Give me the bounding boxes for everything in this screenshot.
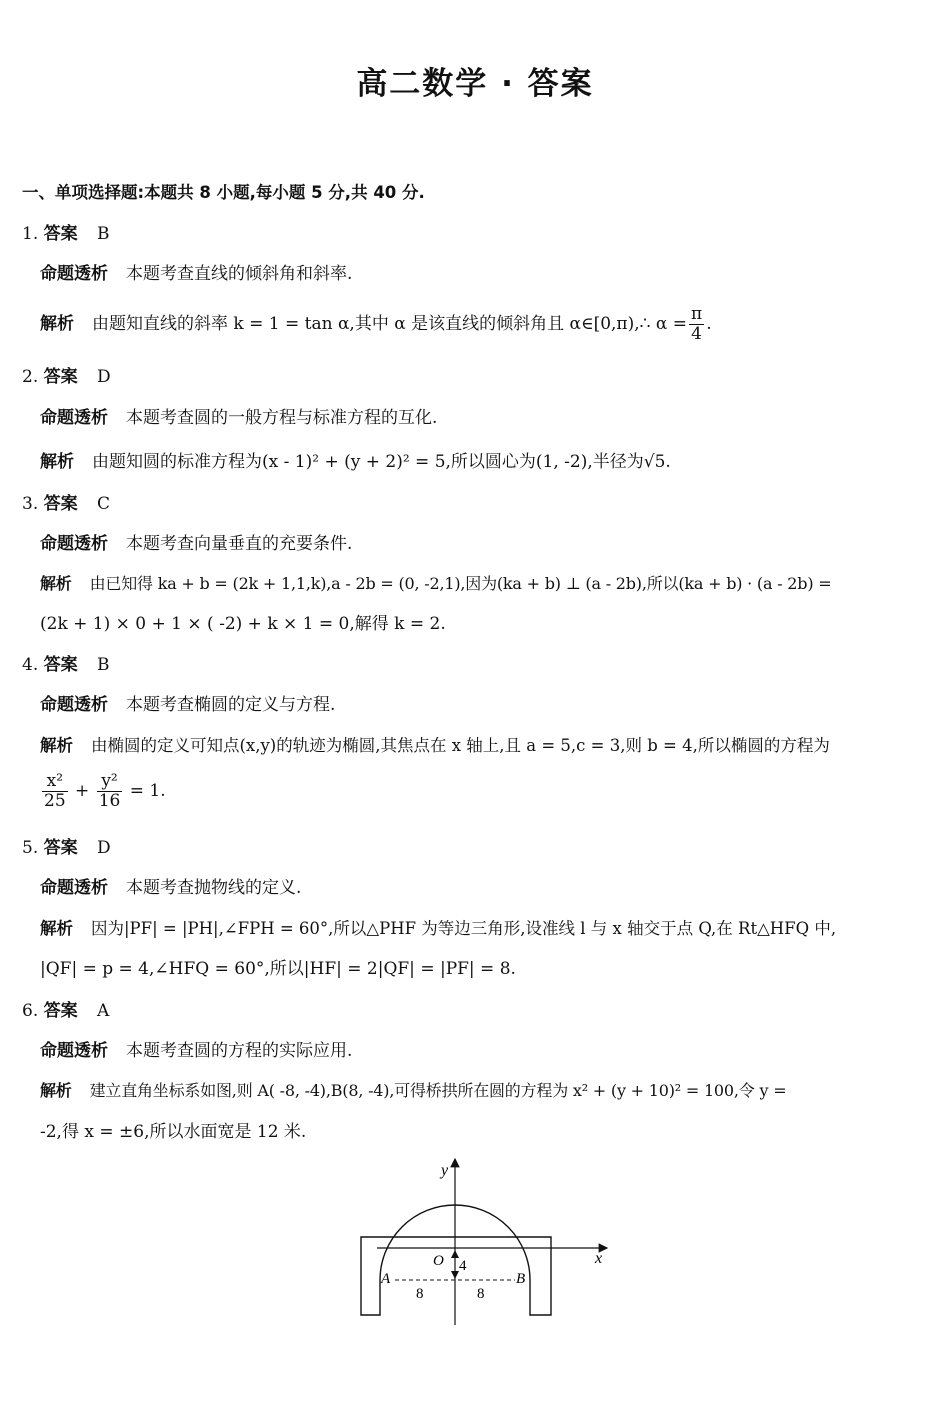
- q4-answer-line: [22, 654, 110, 676]
- point-a-label: A: [381, 1271, 391, 1287]
- q6-analysis-1: 建立直角坐标系如图,则 A( -8, -4),B(8, -4),可得桥拱所在圆的方程为 x² + (y + 10)² = 100,令 y =: [89, 1081, 787, 1100]
- q4-frac1-num: x²: [42, 772, 68, 792]
- q3-number: 3.: [22, 494, 39, 514]
- q1-answer-line: [22, 223, 110, 245]
- section-heading: 一、单项选择题:本题共 8 小题,每小题 5 分,共 40 分.: [22, 183, 425, 202]
- q4-frac2-num: y²: [97, 772, 123, 792]
- q5-answer: D: [97, 838, 111, 858]
- q4-ellipse-equation: [40, 772, 166, 811]
- q2-analysis-line: [40, 451, 671, 473]
- bridge-outline: [361, 1205, 551, 1315]
- intent-label: 命题透析: [40, 695, 108, 715]
- bridge-arch-figure: [355, 1155, 615, 1330]
- q4-frac1-den: 25: [44, 791, 66, 811]
- q4-frac-2: [97, 772, 123, 811]
- intent-label: 命题透析: [40, 878, 108, 898]
- q6-number: 6.: [22, 1001, 39, 1021]
- answer-label: 答案: [43, 838, 78, 858]
- y-axis-label: y: [441, 1162, 449, 1179]
- q4-tail: = 1.: [129, 781, 166, 801]
- analysis-label: 解析: [40, 314, 74, 334]
- q6-answer-line: [22, 1000, 109, 1022]
- answer-label: 答案: [43, 224, 78, 244]
- q4-intent: 本题考查椭圆的定义与方程.: [126, 695, 336, 715]
- q3-analysis-1: 由已知得 ka + b = (2k + 1,1,k),a - 2b = (0, -2,1),因为(ka + b) ⊥ (a - 2b),所以(ka + b) · (a - 2b) =: [89, 574, 832, 593]
- answer-label: 答案: [43, 367, 78, 387]
- q2-answer-line: [22, 366, 111, 388]
- point-b-label: B: [516, 1271, 526, 1287]
- height-label: 4: [459, 1258, 467, 1274]
- q1-analysis-line: [40, 305, 712, 344]
- q1-frac-num: π: [691, 304, 703, 324]
- q2-intent-line: [40, 407, 437, 429]
- q6-analysis-line: [40, 1080, 786, 1102]
- q1-answer: B: [97, 224, 110, 244]
- q3-answer-line: [22, 493, 110, 515]
- q1-number: 1.: [22, 224, 39, 244]
- analysis-label: 解析: [40, 736, 73, 755]
- q3-analysis-cont: (2k + 1) × 0 + 1 × ( -2) + k × 1 = 0,解得 k = 2.: [40, 614, 446, 634]
- q3-answer: C: [97, 494, 111, 514]
- intent-label: 命题透析: [40, 264, 108, 284]
- q5-intent: 本题考查抛物线的定义.: [126, 878, 302, 898]
- q2-number: 2.: [22, 367, 39, 387]
- analysis-label: 解析: [40, 452, 74, 472]
- q4-frac-1: [42, 772, 68, 811]
- q1-fraction: [689, 305, 704, 344]
- origin-label: O: [433, 1253, 444, 1269]
- q1-frac-den: 4: [691, 324, 702, 344]
- q6-answer: A: [97, 1001, 110, 1021]
- q5-intent-line: [40, 877, 301, 899]
- q5-analysis-cont: |QF| = p = 4,∠HFQ = 60°,所以|HF| = 2|QF| = |PF| = 8.: [40, 959, 516, 979]
- page-title: 高二数学 · 答案: [356, 66, 594, 102]
- q1-intent-line: [40, 263, 352, 285]
- analysis-label: 解析: [40, 574, 72, 593]
- q3-intent-line: [40, 533, 352, 555]
- q5-analysis-line: [40, 918, 836, 940]
- q6-analysis-cont: -2,得 x = ±6,所以水面宽是 12 米.: [40, 1122, 307, 1142]
- right-width-label: 8: [477, 1286, 485, 1302]
- q5-number: 5.: [22, 838, 39, 858]
- q4-frac2-den: 16: [98, 791, 121, 811]
- intent-label: 命题透析: [40, 1041, 108, 1061]
- q4-analysis-1: 由椭圆的定义可知点(x,y)的轨迹为椭圆,其焦点在 x 轴上,且 a = 5,c = 3,则 b = 4,所以椭圆的方程为: [91, 736, 830, 755]
- left-width-label: 8: [416, 1286, 424, 1302]
- q2-intent: 本题考查圆的一般方程与标准方程的互化.: [126, 408, 438, 428]
- intent-label: 命题透析: [40, 534, 108, 554]
- q5-answer-line: [22, 837, 111, 859]
- analysis-label: 解析: [40, 1081, 72, 1100]
- x-axis-label: x: [595, 1250, 603, 1267]
- answer-label: 答案: [43, 655, 78, 675]
- answer-label: 答案: [43, 1001, 78, 1021]
- answer-label: 答案: [43, 494, 78, 514]
- q6-intent-line: [40, 1040, 352, 1062]
- q1-analysis: 由题知直线的斜率 k = 1 = tan α,其中 α 是该直线的倾斜角且 α∈[0,π),∴ α =: [92, 314, 687, 334]
- q4-number: 4.: [22, 655, 39, 675]
- q4-analysis-line: [40, 735, 830, 757]
- q3-analysis-line: [40, 573, 831, 595]
- q4-plus: +: [75, 781, 90, 801]
- q2-analysis: 由题知圆的标准方程为(x - 1)² + (y + 2)² = 5,所以圆心为(1, -2),半径为√5.: [92, 452, 671, 472]
- q4-answer: B: [97, 655, 110, 675]
- q2-answer: D: [97, 367, 111, 387]
- q3-intent: 本题考查向量垂直的充要条件.: [126, 534, 353, 554]
- q1-tail: .: [706, 314, 712, 334]
- intent-label: 命题透析: [40, 408, 108, 428]
- q1-intent: 本题考查直线的倾斜角和斜率.: [126, 264, 353, 284]
- q5-analysis-1: 因为|PF| = |PH|,∠FPH = 60°,所以△PHF 为等边三角形,设准线 l 与 x 轴交于点 Q,在 Rt△HFQ 中,: [91, 919, 837, 938]
- analysis-label: 解析: [40, 919, 73, 938]
- q6-intent: 本题考查圆的方程的实际应用.: [126, 1041, 353, 1061]
- q4-intent-line: [40, 694, 335, 716]
